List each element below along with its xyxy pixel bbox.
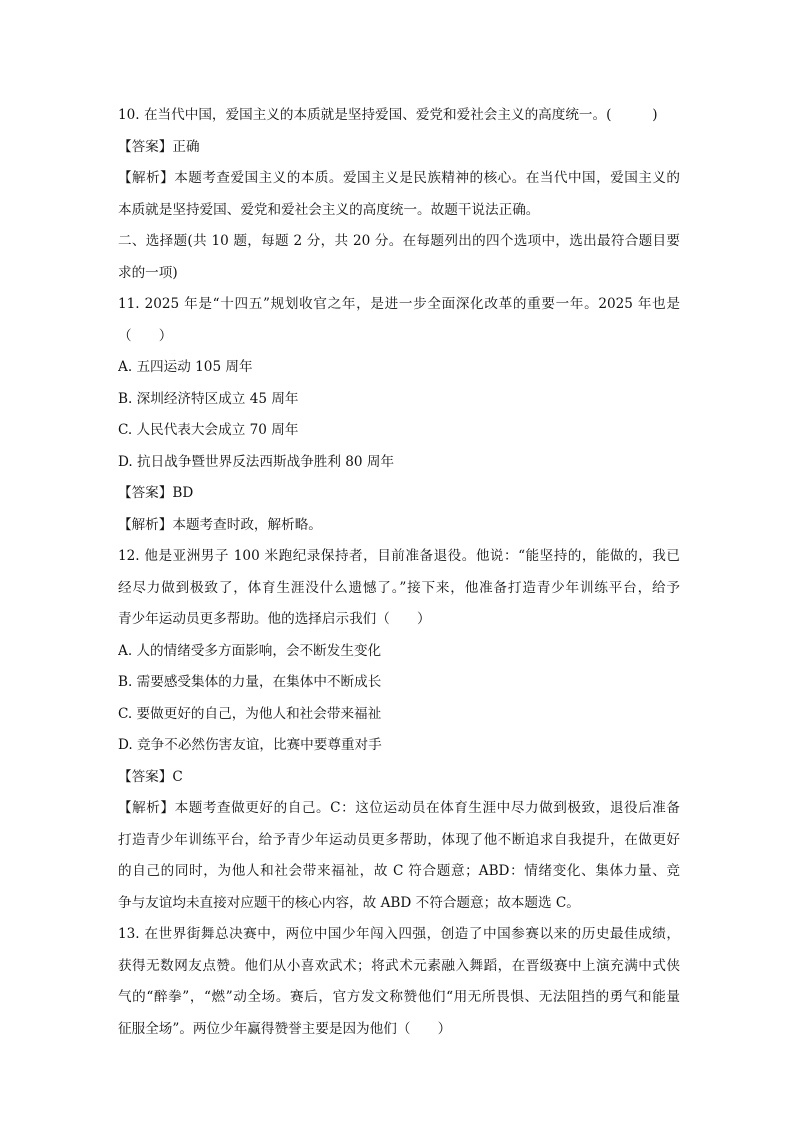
analysis-text: 【解析】本题考查爱国主义的本质。爱国主义是民族精神的核心。在当代中国，爱国主义的 xyxy=(118,170,680,186)
option-c: C. 要做更好的自己，为他人和社会带来福祉 xyxy=(118,705,382,722)
analysis-text: 本质就是坚持爱国、爱党和爱社会主义的高度统一。故题干说法正确。 xyxy=(118,201,540,218)
analysis-text: 打造青少年训练平台，给予青少年运动员更多帮助，体现了他不断追求自我提升，在做更好 xyxy=(118,831,680,848)
document-body xyxy=(118,100,680,1045)
section-heading: 二、选择题(共 10 题，每题 2 分，共 20 分。在每题列出的四个选项中，选出最符合题目要 xyxy=(118,233,680,249)
option-b: B. 需要感受集体的力量，在集体中不断成长 xyxy=(118,674,382,690)
question-10-text: 10. 在当代中国，爱国主义的本质就是坚持爱国、爱党和爱社会主义的高度统一。( ) xyxy=(118,107,658,123)
question-13-text: 征服全场”。两位少年赢得赞誉主要是因为他们（ ） xyxy=(118,1020,452,1037)
question-13-text: 气的“醉拳”，“燃”动全场。赛后，官方发文称赞他们“用无所畏惧、无法阻挡的勇气和能量 xyxy=(118,989,680,1005)
option-a: A. 人的情绪受多方面影响，会不断发生变化 xyxy=(118,642,382,659)
question-11-text: （ ） xyxy=(118,327,173,344)
analysis-text: 【解析】本题考查做更好的自己。C：这位运动员在体育生涯中尽力做到极致，退役后准备 xyxy=(118,800,680,816)
question-13-text: 获得无数网友点赞。他们从小喜欢武术；将武术元素融入舞蹈，在晋级赛中上演充满中式侠 xyxy=(118,957,680,974)
question-12-text: 经尽力做到极致了，体育生涯没什么遗憾了。”接下来，他准备打造青少年训练平台，给予 xyxy=(118,579,680,596)
question-11-text: 11. 2025 年是“十四五”规划收官之年，是进一步全面深化改革的重要一年。2025 年也是 xyxy=(118,296,680,312)
analysis-text: 争与友谊均未直接对应题干的核心内容，故 ABD 不符合题意；故本题选 C。 xyxy=(118,894,580,911)
answer-label: 【答案】正确 xyxy=(118,138,200,155)
question-12-text: 青少年运动员更多帮助。他的选择启示我们（ ） xyxy=(118,611,431,627)
option-d: D. 抗日战争暨世界反法西斯战争胜利 80 周年 xyxy=(118,453,395,470)
option-b: B. 深圳经济特区成立 45 周年 xyxy=(118,390,299,407)
section-heading: 求的一项) xyxy=(118,264,178,281)
option-c: C. 人民代表大会成立 70 周年 xyxy=(118,422,299,438)
option-a: A. 五四运动 105 周年 xyxy=(118,359,253,375)
question-13-text: 13. 在世界街舞总决赛中，两位中国少年闯入四强，创造了中国参赛以来的历史最佳成绩， xyxy=(118,926,680,942)
question-12-text: 12. 他是亚洲男子 100 米跑纪录保持者，目前准备退役。他说：“能坚持的，能做的，我已 xyxy=(118,548,680,564)
analysis-text: 的自己的同时，为他人和社会带来福祉，故 C 符合题意；ABD：情绪变化、集体力量、竞 xyxy=(118,863,680,879)
option-d: D. 竞争不必然伤害友谊，比赛中要尊重对手 xyxy=(118,737,382,753)
answer-label: 【答案】C xyxy=(118,768,183,785)
analysis-text: 【解析】本题考查时政，解析略。 xyxy=(118,516,322,533)
answer-label: 【答案】BD xyxy=(118,485,194,501)
